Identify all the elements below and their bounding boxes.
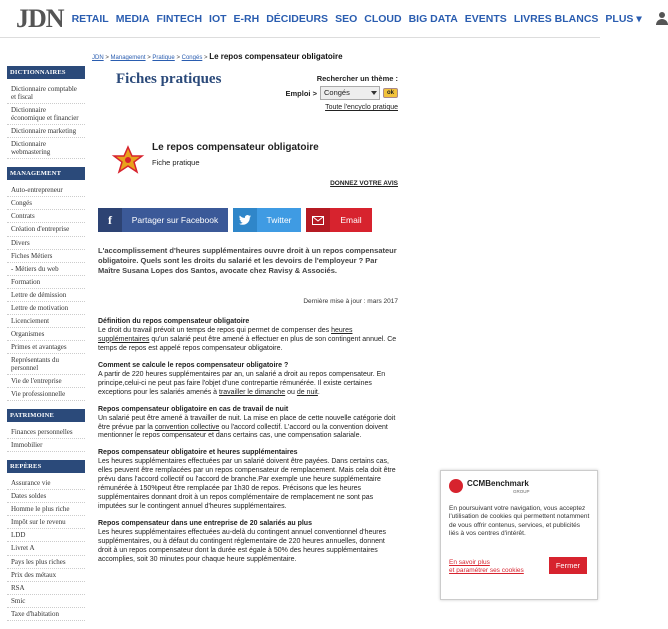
nav-media[interactable]: MEDIA xyxy=(115,12,150,25)
nav-cloud[interactable]: CLOUD xyxy=(364,12,402,25)
theme-select-value: Congés xyxy=(323,88,350,97)
sidebar-dictionnaires xyxy=(7,66,85,159)
sidebar-management xyxy=(7,167,85,401)
breadcrumb xyxy=(92,52,398,61)
nav-seo[interactable]: SEO xyxy=(335,12,358,25)
section-heading: Repos compensateur dans une entreprise de 20 salariés au plus xyxy=(98,520,312,528)
de-nuit-link[interactable]: de nuit xyxy=(296,388,318,396)
envelope-icon xyxy=(306,208,330,232)
travailler-dimanche-link[interactable]: travailler le dimanche xyxy=(219,388,286,396)
sidebar-item[interactable]: Divers xyxy=(7,237,85,250)
paragraph: Les heures supplémentaires effectuées par un salarié doivent être payées. Dans certains cas, elles peuvent être remplacées par un repos compensateur de remplacement. Mais cela doit être prévu dans l'accord collectif ou l'accord de branche.Par exemple une heure supplémentaire rémunérée à 150%peut être remplacée par 1h30 de repos. Précisons que les heures supplémentaires donnant droit à un repos complémentaire de remplacement ne sont pas imputées sur le contingent annuel d'heures supplémentaires. xyxy=(98,458,396,511)
sidebar-item[interactable]: Livret A xyxy=(7,542,85,555)
star-badge-icon xyxy=(112,146,144,174)
nav-livres-blancs[interactable]: LIVRES BLANCS xyxy=(513,12,599,25)
sidebar-item[interactable]: Assurance vie xyxy=(7,477,85,490)
sidebar-item[interactable]: Congés xyxy=(7,197,85,210)
twitter-icon xyxy=(233,208,257,232)
paragraph: Les heures supplémentaires effectuées au-delà du contingent annuel conventionnel d'heures supplémentaires, ou à défaut du contingent réglementaire de 220 heures annuelles, donnent droit à un repos compensateur dont la durée est égale à 50% des heures supplémentaires accomplies, soit 30 minutes pour chaque heure supplémentaire. xyxy=(98,529,387,563)
paragraph: Un salarié peut être amené à travailler de nuit. La mise en place de cette nouvelle catégorie doit être prévue par la convention collective ou l'accord collectif. L'accord ou la convention doivent mentionner le repos compensateur et dans certains cas, une compensation salariale. xyxy=(98,414,396,440)
breadcrumb-jdn[interactable]: JDN xyxy=(92,55,104,61)
sidebar-item[interactable]: Smic xyxy=(7,595,85,608)
sidebar-item[interactable]: Taxe d'habitation xyxy=(7,608,85,621)
sidebar-patrimoine xyxy=(7,409,85,452)
encyclo-link[interactable]: Toute l'encyclo pratique xyxy=(325,104,398,111)
facebook-icon: f xyxy=(98,208,122,232)
theme-search xyxy=(272,74,398,111)
jdn-logo[interactable]: JDN xyxy=(16,3,64,33)
sidebar-heading: DICTIONNAIRES xyxy=(7,66,85,79)
email-share-button[interactable] xyxy=(306,208,372,232)
last-update: Dernière mise à jour : mars 2017 xyxy=(303,298,398,305)
sidebar-item[interactable]: LDD xyxy=(7,529,85,542)
sidebar-item[interactable]: Dictionnaire économique et financier xyxy=(7,104,85,125)
sidebar-item[interactable]: Prix des métaux xyxy=(7,569,85,582)
paragraph: Le droit du travail prévoit un temps de repos qui permet de compenser des heures supplémentaires qu'un salarié peut être amené à effectuer en plus de son contingent annuel. Ce temps de repos est appelé repos compensateur obligatoire. xyxy=(98,326,397,352)
nav-plus[interactable]: PLUS ▾ xyxy=(605,12,642,25)
section-heading: Repos compensateur obligatoire et heures supplémentaires xyxy=(98,449,298,457)
nav-iot[interactable]: IOT xyxy=(209,12,227,25)
sidebar-item[interactable]: Finances personnelles xyxy=(7,426,85,439)
page-title: Fiches pratiques xyxy=(116,71,222,87)
sidebar-heading: PATRIMOINE xyxy=(7,409,85,422)
breadcrumb-conges[interactable]: Congés xyxy=(181,55,203,61)
sidebar-item[interactable]: Dictionnaire comptable et fiscal xyxy=(7,83,85,104)
sidebar-item[interactable]: Contrats xyxy=(7,210,85,223)
nav-events[interactable]: EVENTS xyxy=(464,12,507,25)
sidebar-item[interactable]: Pays les plus riches xyxy=(7,556,85,569)
facebook-share-label: Partager sur Facebook xyxy=(131,215,219,225)
emploi-label: Emploi > xyxy=(285,88,317,98)
twitter-share-label: Twitter xyxy=(266,215,292,225)
left-sidebar xyxy=(7,66,85,629)
cookie-text: En poursuivant votre navigation, vous acceptez l'utilisation de cookies qui permettent notamment de vous offrir contenus, services, et publicités liés à vos centres d'intérêt. xyxy=(449,505,590,538)
main-content xyxy=(92,52,398,563)
breadcrumb-separator: > xyxy=(176,55,180,61)
nav-big-data[interactable]: BIG DATA xyxy=(408,12,458,25)
sidebar-item[interactable]: Impôt sur le revenu xyxy=(7,516,85,529)
section-heading: Définition du repos compensateur obligatoire xyxy=(98,318,250,325)
sidebar-item[interactable]: Lettre de motivation xyxy=(7,302,85,315)
sidebar-item[interactable]: Immobilier xyxy=(7,439,85,452)
breadcrumb-separator: > xyxy=(204,55,208,61)
nav-fintech[interactable]: FINTECH xyxy=(156,12,203,25)
section-heading: Repos compensateur obligatoire en cas de travail de nuit xyxy=(98,405,289,413)
section-heading: Comment se calcule le repos compensateur obligatoire ? xyxy=(98,361,289,369)
sidebar-item[interactable]: - Métiers du web xyxy=(7,263,85,276)
article-body xyxy=(98,318,398,565)
sidebar-item[interactable]: Représentants du personnel xyxy=(7,354,85,375)
close-cookie-button[interactable]: Fermer xyxy=(549,557,587,574)
ok-button[interactable]: ok xyxy=(383,88,398,98)
fiche-header xyxy=(98,136,398,186)
heures-supplementaires-link[interactable]: heures supplémentaires xyxy=(98,326,353,343)
fiche-subtitle: Fiche pratique xyxy=(152,158,200,167)
sidebar-item[interactable]: Dictionnaire webmastering xyxy=(7,138,85,159)
sidebar-item[interactable]: Homme le plus riche xyxy=(7,503,85,516)
top-navbar xyxy=(0,0,642,38)
cookie-banner xyxy=(440,470,598,600)
sidebar-item[interactable]: RSA xyxy=(7,582,85,595)
sidebar-item[interactable]: Vie professionnelle xyxy=(7,388,85,401)
sidebar-item[interactable]: Création d'entreprise xyxy=(7,223,85,236)
sidebar-item[interactable]: Lettre de démission xyxy=(7,289,85,302)
email-share-label: Email xyxy=(340,215,362,225)
main-nav xyxy=(72,13,649,25)
breadcrumb-separator: > xyxy=(105,55,109,61)
sidebar-item[interactable]: Primes et avantages xyxy=(7,341,85,354)
breadcrumb-pratique[interactable]: Pratique xyxy=(152,55,175,61)
ccm-group: GROUP xyxy=(513,489,530,494)
sidebar-reperes xyxy=(7,460,85,621)
theme-select[interactable] xyxy=(320,86,380,100)
sidebar-item[interactable]: Vie de l'entreprise xyxy=(7,375,85,388)
theme-label: Rechercher un thème : xyxy=(316,74,398,83)
paragraph: A partir de 220 heures supplémentaires par an, un salarié a droit au repos compensateur. En principe,celui-ci ne peut pas faire l'objet d'une contrepartie rémunérée. Il existe certaines exceptions pour les salariés amenés à travailler le dimanche ou de nuit. xyxy=(98,370,386,396)
facebook-share-button[interactable] xyxy=(98,208,228,232)
sidebar-heading: MANAGEMENT xyxy=(7,167,85,180)
sidebar-item[interactable]: Licenciement xyxy=(7,315,85,328)
sidebar-item[interactable]: Auto-entrepreneur xyxy=(7,184,85,197)
article-intro: L'accomplissement d'heures supplémentaires ouvre droit à un repos compensateur obligatoire. Quels sont les droits du salarié et les devoirs de l'employeur ? Par Maître Susana Lopes dos Santos, avocate chez Ravisy & Associés. xyxy=(98,246,397,275)
sidebar-item[interactable]: Dates soldes xyxy=(7,490,85,503)
sidebar-item[interactable]: Dictionnaire marketing xyxy=(7,125,85,138)
sidebar-item[interactable]: Fiches Métiers xyxy=(7,250,85,263)
breadcrumb-current: Le repos compensateur obligatoire xyxy=(209,52,343,61)
share-bar xyxy=(98,208,377,232)
breadcrumb-management[interactable]: Management xyxy=(110,55,146,61)
nav-retail[interactable]: RETAIL xyxy=(71,12,109,25)
twitter-share-button[interactable] xyxy=(233,208,301,232)
sidebar-item[interactable]: Formation xyxy=(7,276,85,289)
nav-decideurs[interactable]: DÉCIDEURS xyxy=(266,12,329,25)
fiche-title: Le repos compensateur obligatoire xyxy=(152,142,319,153)
sidebar-item[interactable]: Organismes xyxy=(7,328,85,341)
chevron-down-icon xyxy=(371,91,377,95)
convention-collective-link[interactable]: convention collective xyxy=(154,423,220,431)
breadcrumb-separator: > xyxy=(147,55,151,61)
sidebar-heading: REPÈRES xyxy=(7,460,85,473)
donnez-avis-link[interactable]: DONNEZ VOTRE AVIS xyxy=(330,180,398,187)
nav-e-rh[interactable]: E-RH xyxy=(233,12,260,25)
cookie-settings-link[interactable]: En savoir plus et paramétrer ses cookies xyxy=(449,559,524,575)
ccm-brand: CCMBenchmark xyxy=(467,479,529,488)
ccm-logo-icon xyxy=(449,479,463,493)
